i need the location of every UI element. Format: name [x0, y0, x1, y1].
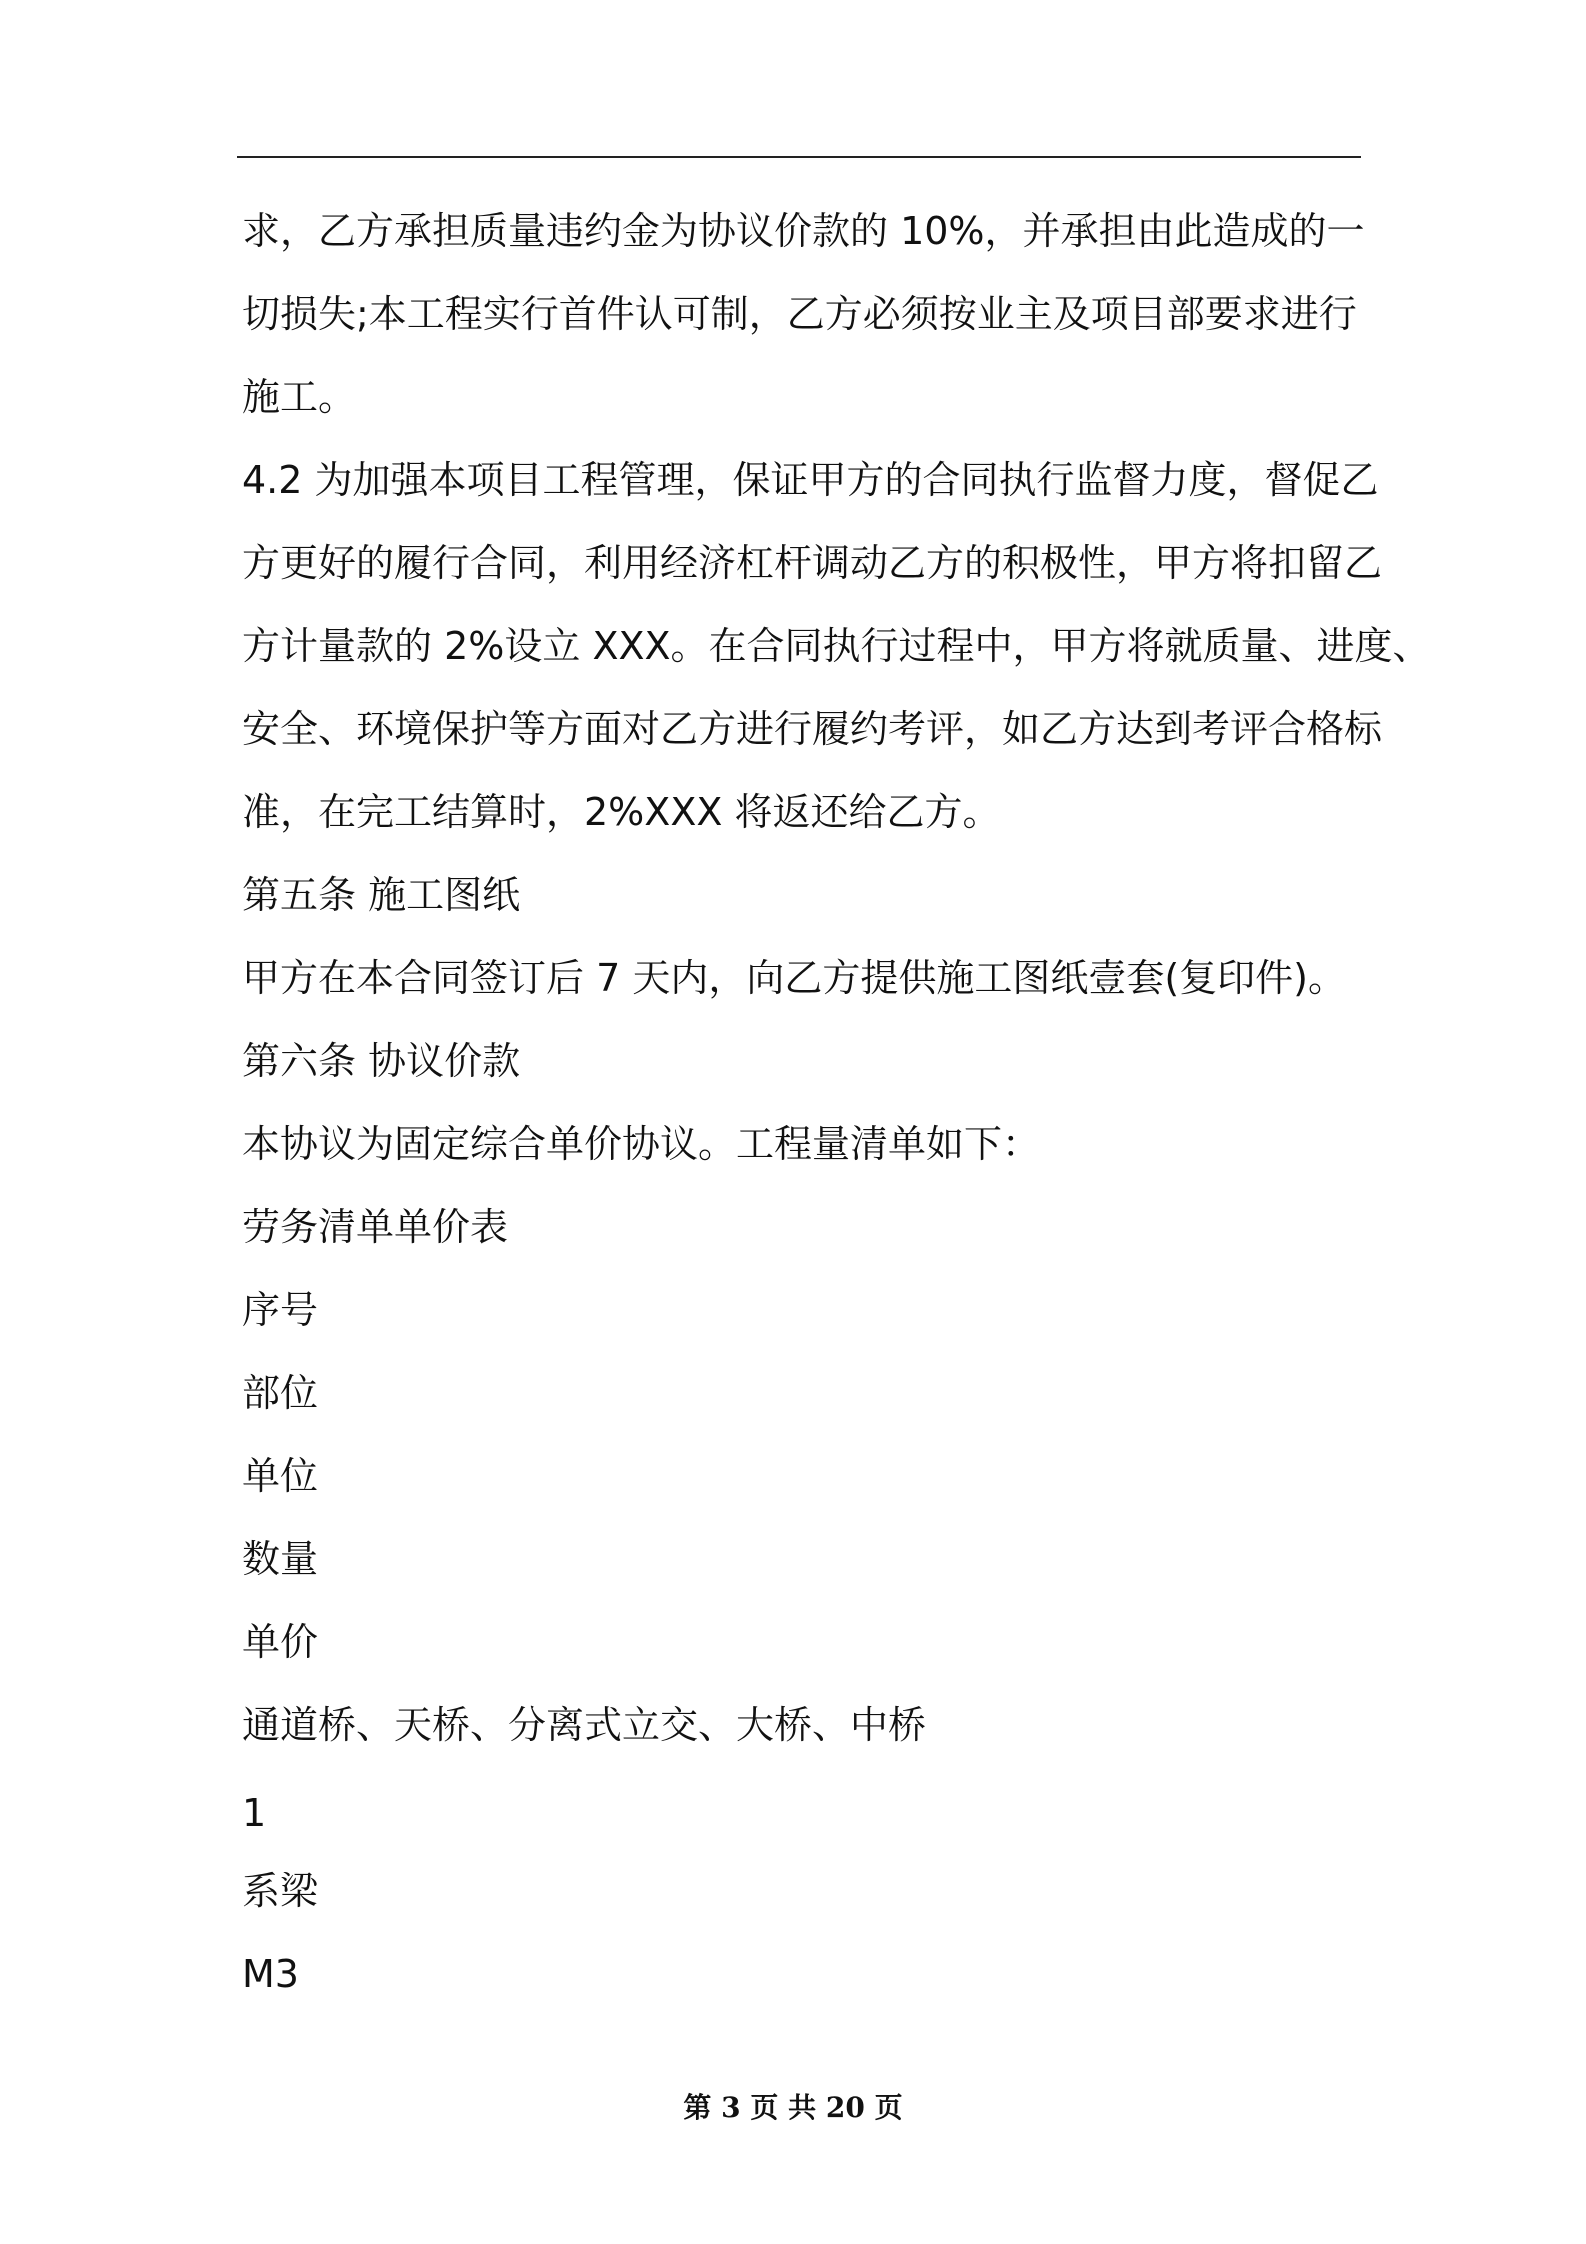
body-line-10: 甲方在本合同签订后 7 天内，向乙方提供施工图纸壹套(复印件)。	[242, 956, 1346, 1000]
body-line-12: 本协议为固定综合单价协议。工程量清单如下：	[242, 1122, 1041, 1166]
table-header-unit: 单位	[242, 1454, 319, 1498]
table-header-index: 序号	[242, 1288, 319, 1332]
table-header-price: 单价	[242, 1620, 319, 1664]
body-line-4: 4.2 为加强本项目工程管理，保证甲方的合同执行监督力度，督促乙	[242, 458, 1379, 502]
table-cell-part: 系梁	[242, 1869, 319, 1913]
table-header-quantity: 数量	[242, 1537, 319, 1581]
table-cell-index: 1	[242, 1791, 267, 1835]
header-rule	[237, 156, 1361, 158]
body-line-7: 安全、环境保护等方面对乙方进行履约考评，如乙方达到考评合格标	[242, 707, 1383, 751]
table-cell-unit: M3	[242, 1952, 299, 1996]
body-line-2: 切损失;本工程实行首件认可制，乙方必须按业主及项目部要求进行	[242, 292, 1357, 336]
body-line-8: 准，在完工结算时，2%XXX 将返还给乙方。	[242, 790, 1001, 834]
table-title: 劳务清单单价表	[242, 1205, 509, 1249]
body-line-3: 施工。	[242, 375, 357, 419]
body-line-6: 方计量款的 2%设立 XXX。在合同执行过程中，甲方将就质量、进度、	[242, 624, 1431, 668]
section-heading-5: 第五条 施工图纸	[242, 873, 521, 917]
body-line-1: 求，乙方承担质量违约金为协议价款的 10%，并承担由此造成的一	[242, 209, 1365, 253]
body-line-5: 方更好的履行合同，利用经济杠杆调动乙方的积极性，甲方将扣留乙	[242, 541, 1383, 585]
page-number-footer: 第 3 页 共 20 页	[683, 2091, 903, 2124]
table-header-part: 部位	[242, 1371, 319, 1415]
table-group-label: 通道桥、天桥、分离式立交、大桥、中桥	[242, 1703, 927, 1747]
section-heading-6: 第六条 协议价款	[242, 1039, 521, 1083]
